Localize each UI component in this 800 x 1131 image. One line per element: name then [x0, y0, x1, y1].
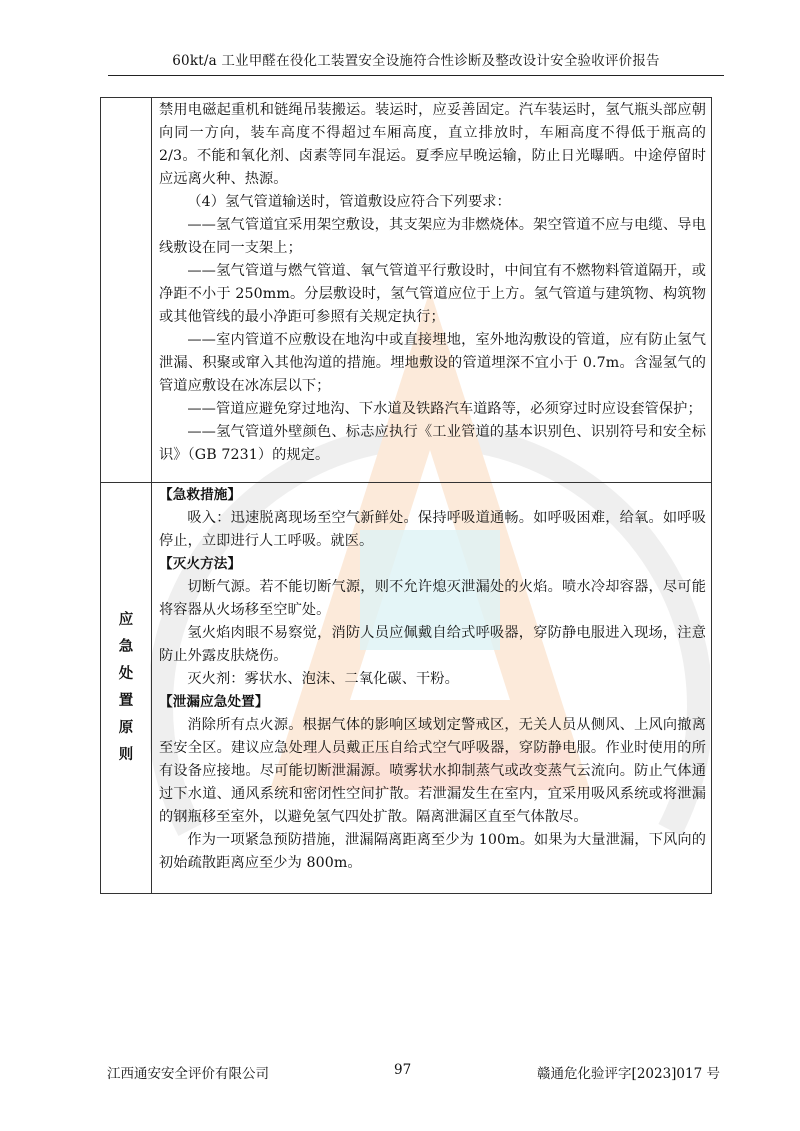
page-header: [108, 49, 724, 76]
table-row-transport: [101, 98, 712, 483]
emergency-content: [152, 483, 712, 894]
pipeline-item: ——氢气管道宜采用架空敷设，其支架应为非燃烧体。架空管道不应与电缆、导电线敷设在同一支架上；: [159, 217, 706, 256]
row-label-empty: [101, 98, 152, 483]
page-number: 97: [394, 1062, 412, 1078]
leak-text: 作为一项紧急预防措施，泄漏隔离距离至少为 100m。如果为大量泄漏，下风向的初始疏散距离应至少为 800m。: [159, 832, 706, 871]
transport-content: [152, 98, 712, 483]
pipeline-item: ——氢气管道与燃气管道、氧气管道平行敷设时，中间宜有不燃物料管道隔开，或净距不小于 250mm。分层敷设时，氢气管道应位于上方。氢气管道与建筑物、构筑物或其他管线的最小净距可参照有关规定执行；: [159, 263, 706, 325]
table-row-emergency: [101, 483, 712, 894]
label-char: 急: [118, 639, 134, 655]
label-char: 则: [118, 747, 134, 763]
footer-company: 江西通安安全评价有限公司: [107, 1066, 269, 1082]
footer-doc-code: 赣通危化验评字[2023]017 号: [537, 1066, 720, 1082]
label-char: 处: [118, 666, 134, 682]
fire-title: 【灭火方法】: [159, 556, 242, 572]
label-char: 置: [118, 693, 134, 709]
pipeline-item: ——室内管道不应敷设在地沟中或直接埋地，室外地沟敷设的管道，应有防止氢气泄漏、积聚或窜入其他沟道的措施。埋地敷设的管道埋深不宜小于 0.7m。含湿氢气的管道应敷设在冰冻层以下；: [159, 332, 706, 394]
fire-text: 氢火焰肉眼不易察觉，消防人员应佩戴自给式呼吸器，穿防静电服进入现场，注意防止外露皮肤烧伤。: [159, 625, 706, 664]
row-label-emergency: [101, 483, 152, 894]
hydrogen-safety-table: [100, 97, 712, 894]
label-char: 应: [118, 612, 134, 628]
label-char: 原: [118, 720, 134, 736]
transport-paragraph: 禁用电磁起重机和链绳吊装搬运。装运时，应妥善固定。汽车装运时，氢气瓶头部应朝向同一方向，装车高度不得超过车厢高度，直立排放时，车厢高度不得低于瓶高的2/3。不能和氧化剂、卤素等同车混运。夏季应早晚运输，防止日光曝晒。中途停留时应远离火种、热源。: [159, 102, 706, 187]
pipeline-item: ——氢气管道外壁颜色、标志应执行《工业管道的基本识别色、识别符号和安全标识》（GB 7231）的规定。: [159, 424, 706, 463]
leak-text: 消除所有点火源。根据气体的影响区域划定警戒区，无关人员从侧风、上风向撤离至安全区。建议应急处理人员戴正压自给式空气呼吸器，穿防静电服。作业时使用的所有设备应接地。尽可能切断泄漏源。喷雾状水抑制蒸气或改变蒸气云流向。防止气体通过下水道、通风系统和密闭性空间扩散。若泄漏发生在室内，宜采用吸风系统或将泄漏的钢瓶移至室外，以避免氢气四处扩散。隔离泄漏区直至气体散尽。: [159, 717, 706, 825]
pipeline-heading: （4）氢气管道输送时，管道敷设应符合下列要求：: [187, 194, 511, 210]
leak-title: 【泄漏应急处置】: [159, 694, 269, 710]
fire-text: 灭火剂：雾状水、泡沫、二氧化碳、干粉。: [187, 671, 459, 687]
pipeline-item: ——管道应避免穿过地沟、下水道及铁路汽车道路等，必须穿过时应设套管保护；: [187, 401, 702, 417]
first-aid-title: 【急救措施】: [159, 487, 242, 503]
fire-text: 切断气源。若不能切断气源，则不允许熄灭泄漏处的火焰。喷水冷却容器，尽可能将容器从火场移至空旷处。: [159, 579, 706, 618]
first-aid-text: 吸入：迅速脱离现场至空气新鲜处。保持呼吸道通畅。如呼吸困难，给氧。如呼吸停止，立即进行人工呼吸。就医。: [159, 510, 706, 549]
report-title: 60kt/a 工业甲醛在役化工装置安全设施符合性诊断及整改设计安全验收评价报告: [172, 53, 660, 69]
